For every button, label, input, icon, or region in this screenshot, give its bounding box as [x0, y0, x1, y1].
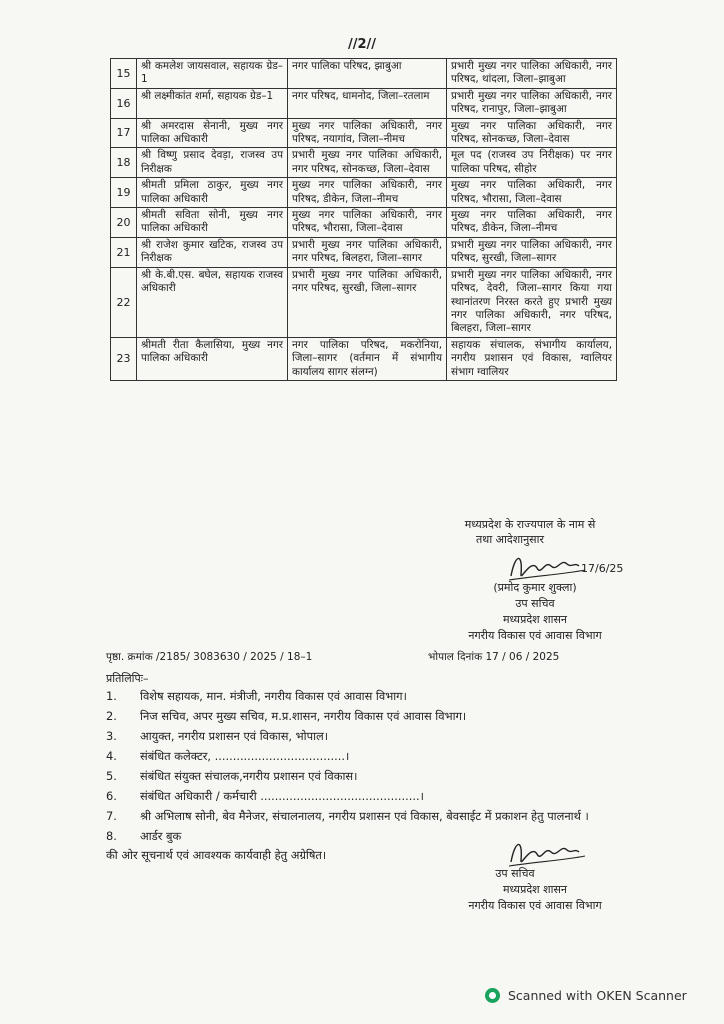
table-row: [111, 118, 617, 148]
copy-item-number: 5.: [106, 769, 117, 783]
copy-item-number: 1.: [106, 689, 117, 703]
employee-name: श्री अमरदास सेनानी, मुख्य नगर पालिका अधिकारी: [137, 118, 288, 148]
employee-name: श्रीमती रीता कैलासिया, मुख्य नगर पालिका अधिकारी: [137, 337, 288, 380]
table-row: [111, 59, 617, 89]
row-number: 15: [111, 59, 137, 89]
current-posting: नगर पालिका परिषद, मकरोनिया, जिला–सागर (वर्तमान में संभागीय कार्यालय सागर संलग्न): [288, 337, 447, 380]
forward-line: की ओर सूचनार्थ एवं आवश्यक कार्यवाही हेतु अग्रेषित।: [106, 848, 327, 862]
current-posting: नगर परिषद, धामनोद, जिला–रतलाम: [288, 88, 447, 118]
copy-item-number: 8.: [106, 829, 117, 843]
table-row: [111, 337, 617, 380]
signatory-designation: उप सचिव: [515, 597, 555, 610]
table-row: [111, 267, 617, 337]
current-posting: नगर पालिका परिषद, झाबुआ: [288, 59, 447, 89]
copy-item-text: निज सचिव, अपर मुख्य सचिव, म.प्र.शासन, नगरीय विकास एवं आवास विभाग।: [140, 709, 467, 723]
copy-list: [106, 686, 626, 846]
employee-name: श्री कमलेश जायसवाल, सहायक ग्रेड–1: [137, 59, 288, 89]
new-posting: सहायक संचालक, संभागीय कार्यालय, नगरीय प्रशासन एवं विकास, ग्वालियर संभाग ग्वालियर: [447, 337, 617, 380]
copy-item-text: विशेष सहायक, मान. मंत्रीजी, नगरीय विकास एवं आवास विभाग।: [140, 689, 407, 703]
order-line: मध्यप्रदेश के राज्यपाल के नाम से: [464, 518, 596, 531]
new-posting: मुख्य नगर पालिका अधिकारी, नगर परिषद, डीकेन, जिला–नीमच: [447, 208, 617, 238]
order-line: तथा आदेशानुसार: [476, 533, 544, 546]
current-posting: प्रभारी मुख्य नगर पालिका अधिकारी, नगर परिषद, बिलहरा, जिला–सागर: [288, 237, 447, 267]
signatory2-dept: नगरीय विकास एवं आवास विभाग: [468, 899, 602, 912]
reference-number: पृष्ठा. क्रमांक /2185/ 3083630 / 2025 / 18–1: [106, 651, 313, 663]
copy-heading: प्रतिलिपिः–: [106, 672, 149, 685]
row-number: 23: [111, 337, 137, 380]
signatory-dept: नगरीय विकास एवं आवास विभाग: [468, 629, 602, 642]
table-row: [111, 178, 617, 208]
new-posting: प्रभारी मुख्य नगर पालिका अधिकारी, नगर परिषद, रानापुर, जिला–झाबुआ: [447, 88, 617, 118]
scanner-logo-icon: [485, 988, 500, 1003]
signatory-govt: मध्यप्रदेश शासन: [502, 613, 568, 626]
signatory2-govt: मध्यप्रदेश शासन: [502, 883, 568, 896]
copy-item-text: आर्डर बुक: [140, 829, 182, 843]
new-posting: प्रभारी मुख्य नगर पालिका अधिकारी, नगर परिषद, देवरी, जिला–सागर किया गया स्थानांतरण निरस्त करते हुए प्रभारी मुख्य नगर पालिका अधिकारी, नगर परिषद, बिलहरा, जिला–सागर: [447, 267, 617, 337]
copy-item-number: 2.: [106, 709, 117, 723]
table-row: [111, 88, 617, 118]
employee-name: श्रीमती सविता सोनी, मुख्य नगर पालिका अधिकारी: [137, 208, 288, 238]
signatory2-designation: उप सचिव: [495, 867, 535, 880]
copy-item: [106, 746, 626, 766]
reference-line: [106, 650, 626, 664]
row-number: 20: [111, 208, 137, 238]
current-posting: प्रभारी मुख्य नगर पालिका अधिकारी, नगर परिषद, सोनकच्छ, जिला–देवास: [288, 148, 447, 178]
current-posting: प्रभारी मुख्य नगर पालिका अधिकारी, नगर परिषद, सुरखी, जिला–सागर: [288, 267, 447, 337]
employee-name: श्री विष्णु प्रसाद देवड़ा, राजस्व उप निरीक्षक: [137, 148, 288, 178]
scanner-watermark: [485, 988, 687, 1003]
transfer-table: [110, 58, 617, 381]
copy-item-text: संबंधित अधिकारी / कर्मचारी ............................................।: [140, 789, 424, 803]
copy-item: [106, 766, 626, 786]
current-posting: मुख्य नगर पालिका अधिकारी, नगर परिषद, डीकेन, जिला–नीमच: [288, 178, 447, 208]
scanner-label: Scanned with OKEN Scanner: [508, 988, 687, 1003]
copy-item-text: संबंधित कलेक्टर, ....................................।: [140, 749, 350, 763]
new-posting: प्रभारी मुख्य नगर पालिका अधिकारी, नगर परिषद, सुरखी, जिला–सागर: [447, 237, 617, 267]
row-number: 18: [111, 148, 137, 178]
copy-item-text: श्री अभिलाष सोनी, बेव मैनेजर, संचालनालय, नगरीय प्रशासन एवं विकास, बेवसाईट में प्रकाशन हेतु पालनार्थ ।: [140, 809, 589, 823]
employee-name: श्री लक्ष्मीकांत शर्मा, सहायक ग्रेड–1: [137, 88, 288, 118]
order-authority: [420, 517, 640, 547]
page-number: //2//: [347, 37, 377, 52]
copy-item: [106, 706, 626, 726]
current-posting: मुख्य नगर पालिका अधिकारी, नगर परिषद, नयागांव, जिला–नीमच: [288, 118, 447, 148]
table-row: [111, 237, 617, 267]
employee-name: श्रीमती प्रमिला ठाकुर, मुख्य नगर पालिका अधिकारी: [137, 178, 288, 208]
row-number: 16: [111, 88, 137, 118]
copy-item: [106, 726, 626, 746]
current-posting: मुख्य नगर पालिका अधिकारी, नगर परिषद, भौरासा, जिला–देवास: [288, 208, 447, 238]
copy-item-number: 4.: [106, 749, 117, 763]
signatory-block-2: [430, 866, 640, 914]
copy-item-text: आयुक्त, नगरीय प्रशासन एवं विकास, भोपाल।: [140, 729, 329, 743]
signatory-block: [430, 580, 640, 644]
copy-item-number: 3.: [106, 729, 117, 743]
signature-date: 17/6/25: [581, 562, 624, 575]
copy-item: [106, 786, 626, 806]
new-posting: मुख्य नगर पालिका अधिकारी, नगर परिषद, भौरासा, जिला–देवास: [447, 178, 617, 208]
employee-name: श्री राजेश कुमार खटिक, राजस्व उप निरीक्षक: [137, 237, 288, 267]
copy-item: [106, 806, 626, 826]
row-number: 19: [111, 178, 137, 208]
row-number: 17: [111, 118, 137, 148]
copy-item-text: संबंधित संयुक्त संचालक,नगरीय प्रशासन एवं विकास।: [140, 769, 358, 783]
signatory-name: (प्रमोद कुमार शुक्ला): [493, 581, 577, 594]
reference-date: भोपाल दिनांक 17 / 06 / 2025: [428, 651, 560, 663]
row-number: 22: [111, 267, 137, 337]
employee-name: श्री के.बी.एस. बघेल, सहायक राजस्व अधिकारी: [137, 267, 288, 337]
new-posting: मूल पद (राजस्व उप निरीक्षक) पर नगर पालिका परिषद, सीहोर: [447, 148, 617, 178]
copy-item-number: 7.: [106, 809, 117, 823]
table-row: [111, 148, 617, 178]
table-row: [111, 208, 617, 238]
new-posting: प्रभारी मुख्य नगर पालिका अधिकारी, नगर परिषद, थांदला, जिला–झाबुआ: [447, 59, 617, 89]
copy-item-number: 6.: [106, 789, 117, 803]
new-posting: मुख्य नगर पालिका अधिकारी, नगर परिषद, सोनकच्छ, जिला–देवास: [447, 118, 617, 148]
row-number: 21: [111, 237, 137, 267]
copy-item: [106, 686, 626, 706]
